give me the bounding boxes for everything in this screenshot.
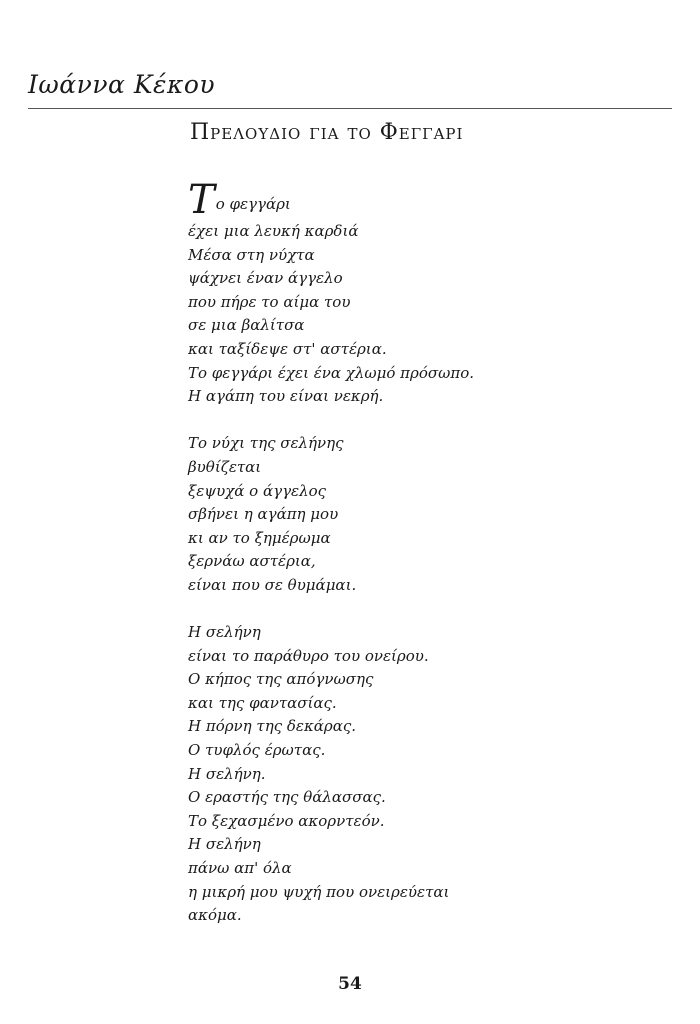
poem-line: Η πόρνη της δεκάρας. (188, 717, 357, 736)
poem-line: βυθίζεται (188, 457, 262, 476)
author-name: Ιωάννα Κέκου (28, 70, 216, 99)
poem-line: έχει μια λευκή καρδιά (188, 222, 359, 240)
drop-cap: Τ (188, 177, 215, 223)
poem-line: Ο τυφλός έρωτας. (188, 741, 326, 760)
poem-line: Το νύχι της σελήνης (188, 434, 344, 453)
stanza (188, 621, 474, 928)
poem-line: σε μια βαλίτσα (188, 316, 305, 335)
stanza (188, 432, 474, 597)
poem-line (188, 177, 474, 223)
poem-line: σβήνει η αγάπη μου (188, 505, 339, 524)
poem-line: ξερνάω αστέρια, (188, 552, 316, 571)
poem-line: ξεψυχά ο άγγελος (188, 481, 327, 500)
poem-line: Ο εραστής της θάλασσας. (188, 788, 386, 807)
poem-line: που πήρε το αίμα του (188, 292, 351, 311)
poem-line: και ταξίδεψε στ' αστέρια. (188, 339, 387, 358)
poem-line: Η σελήνη. (188, 764, 266, 783)
poem-line: η μικρή μου ψυχή που ονειρεύεται (188, 882, 450, 901)
poem-title: Πρελουδιο για το Φεγγαρι (190, 120, 464, 145)
poem-line: και της φαντασίας. (188, 693, 337, 712)
first-line-text: ο φεγγάρι (215, 195, 291, 213)
poem-body (188, 177, 474, 951)
poem-line: Η σελήνη (188, 623, 261, 642)
poem-line: είναι που σε θυμάμαι. (188, 575, 357, 594)
stanza (188, 177, 474, 409)
page-number: 54 (338, 974, 362, 994)
poem-line: είναι το παράθυρο του ονείρου. (188, 646, 429, 665)
poem-line: Ο κήπος της απόγνωσης (188, 670, 374, 689)
poem-line: Το ξεχασμένο ακορντεόν. (188, 811, 385, 830)
poem-line: ακόμα. (188, 906, 242, 925)
poem-line: ψάχνει έναν άγγελο (188, 269, 343, 288)
poem-line: Μέσα στη νύχτα (188, 245, 315, 264)
header-rule (28, 108, 672, 109)
poem-line: κι αν το ξημέρωμα (188, 528, 331, 547)
poem-line: Η αγάπη του είναι νεκρή. (188, 387, 384, 406)
poem-line: πάνω απ' όλα (188, 859, 292, 878)
poem-line: Η σελήνη (188, 835, 261, 854)
poem-line: Το φεγγάρι έχει ένα χλωμό πρόσωπο. (188, 363, 474, 382)
